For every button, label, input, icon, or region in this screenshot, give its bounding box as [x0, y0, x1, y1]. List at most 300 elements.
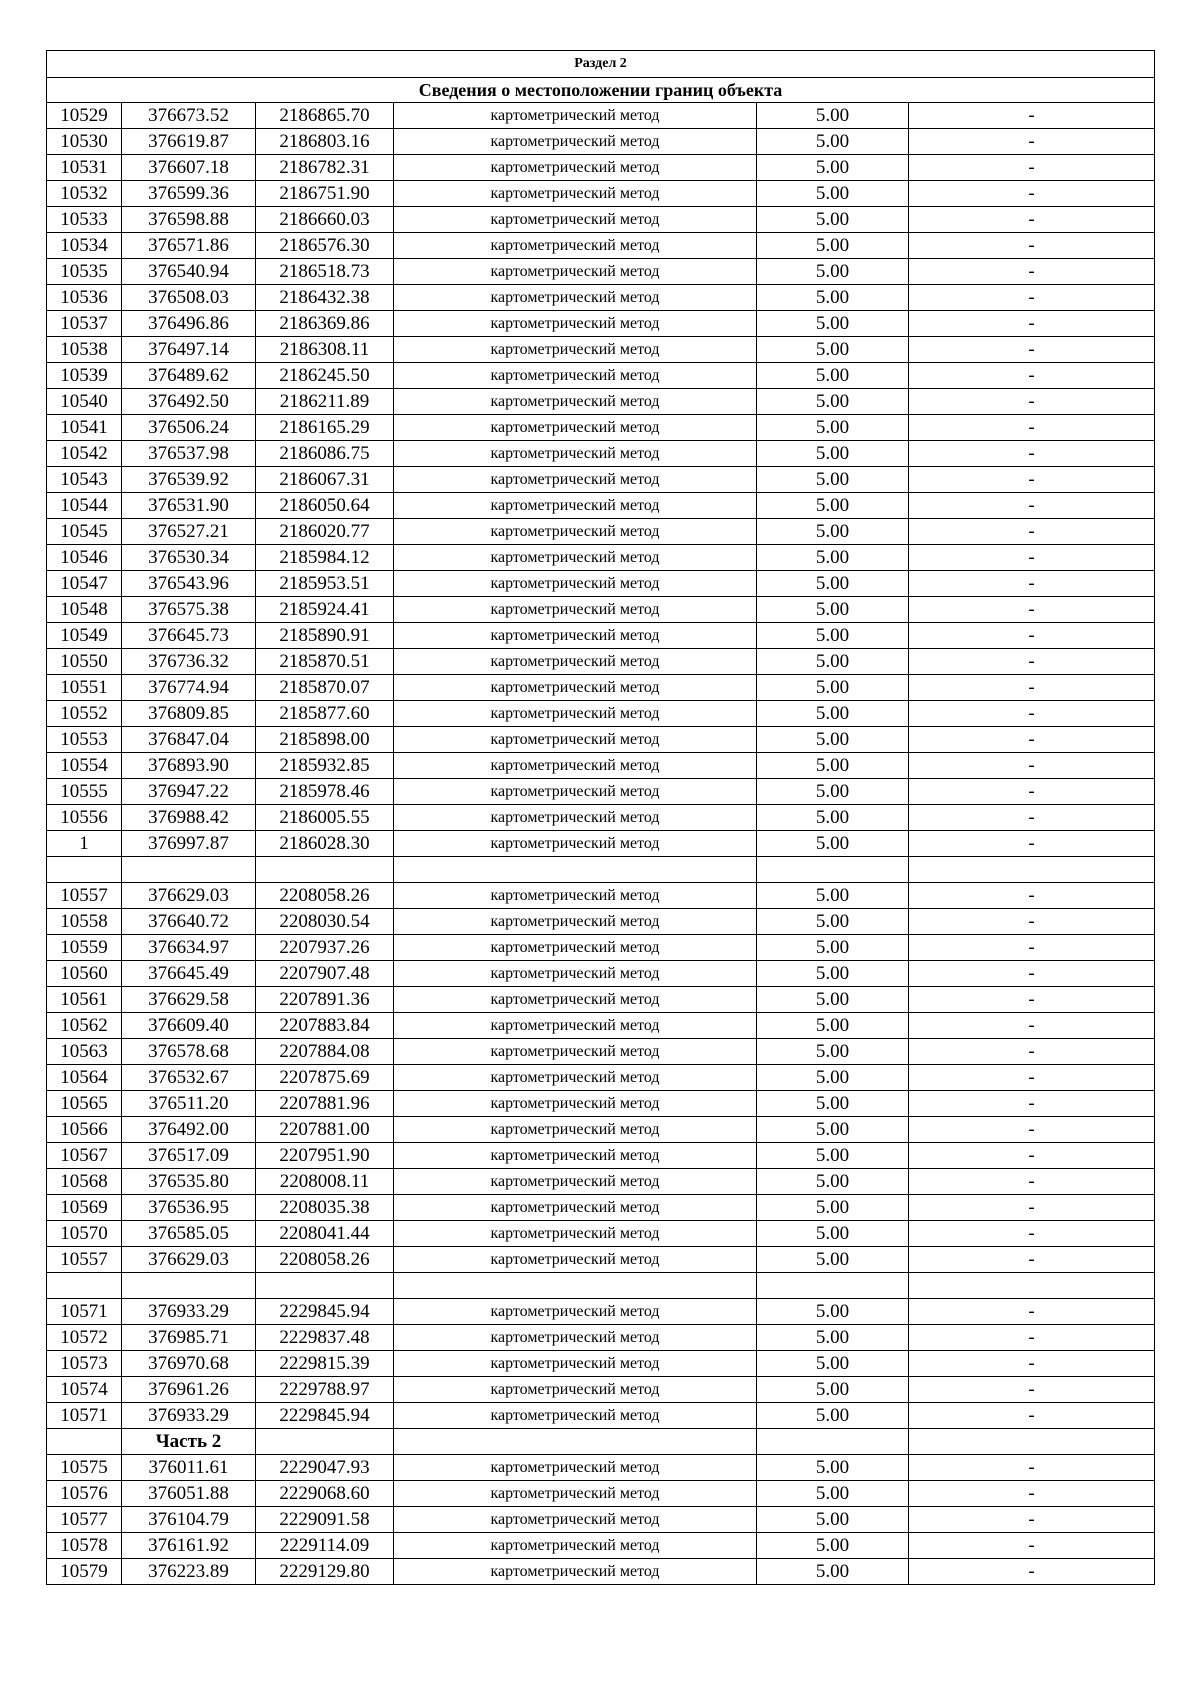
description-cell: - [909, 831, 1155, 857]
x-coordinate-cell [122, 1273, 256, 1299]
x-coordinate-cell: 376970.68 [122, 1351, 256, 1377]
accuracy-cell: 5.00 [757, 1221, 909, 1247]
accuracy-cell: 5.00 [757, 909, 909, 935]
accuracy-cell: 5.00 [757, 597, 909, 623]
accuracy-cell: 5.00 [757, 155, 909, 181]
x-coordinate-cell: 376496.86 [122, 311, 256, 337]
table-row [47, 1403, 1155, 1429]
method-cell [394, 857, 757, 883]
accuracy-cell: 5.00 [757, 1325, 909, 1351]
x-coordinate-cell: 376634.97 [122, 935, 256, 961]
y-coordinate-cell: 2185870.51 [256, 649, 394, 675]
description-cell: - [909, 727, 1155, 753]
table-row [47, 753, 1155, 779]
method-cell: картометрический метод [394, 415, 757, 441]
method-cell: картометрический метод [394, 961, 757, 987]
method-cell: картометрический метод [394, 987, 757, 1013]
method-cell: картометрический метод [394, 181, 757, 207]
accuracy-cell: 5.00 [757, 1039, 909, 1065]
x-coordinate-cell: 376645.49 [122, 961, 256, 987]
method-cell: картометрический метод [394, 103, 757, 129]
description-cell: - [909, 597, 1155, 623]
description-cell: - [909, 415, 1155, 441]
description-cell: - [909, 519, 1155, 545]
x-coordinate-cell: 376051.88 [122, 1481, 256, 1507]
description-cell: - [909, 467, 1155, 493]
table-row [47, 571, 1155, 597]
y-coordinate-cell: 2186020.77 [256, 519, 394, 545]
table-row [47, 1325, 1155, 1351]
y-coordinate-cell: 2186803.16 [256, 129, 394, 155]
accuracy-cell: 5.00 [757, 961, 909, 987]
point-number-cell: 10578 [47, 1533, 122, 1559]
x-coordinate-cell: 376492.50 [122, 389, 256, 415]
y-coordinate-cell: 2229845.94 [256, 1403, 394, 1429]
point-number-cell: 10572 [47, 1325, 122, 1351]
y-coordinate-cell: 2208035.38 [256, 1195, 394, 1221]
method-cell: картометрический метод [394, 1455, 757, 1481]
description-cell: - [909, 1169, 1155, 1195]
table-row [47, 1039, 1155, 1065]
table-row [47, 597, 1155, 623]
method-cell: картометрический метод [394, 363, 757, 389]
x-coordinate-cell: 376619.87 [122, 129, 256, 155]
accuracy-cell: 5.00 [757, 1117, 909, 1143]
accuracy-cell: 5.00 [757, 285, 909, 311]
table-row [47, 311, 1155, 337]
accuracy-cell: 5.00 [757, 1403, 909, 1429]
accuracy-cell: 5.00 [757, 1143, 909, 1169]
y-coordinate-cell: 2186751.90 [256, 181, 394, 207]
method-cell: картометрический метод [394, 1143, 757, 1169]
description-cell: - [909, 337, 1155, 363]
method-cell: картометрический метод [394, 675, 757, 701]
point-number-cell: 10563 [47, 1039, 122, 1065]
method-cell: картометрический метод [394, 1195, 757, 1221]
description-cell: - [909, 1117, 1155, 1143]
point-number-cell: 10569 [47, 1195, 122, 1221]
description-cell [909, 1273, 1155, 1299]
point-number-cell: 10535 [47, 259, 122, 285]
accuracy-cell [757, 1429, 909, 1455]
point-number-cell: 10550 [47, 649, 122, 675]
y-coordinate-cell: 2229788.97 [256, 1377, 394, 1403]
method-cell: картометрический метод [394, 545, 757, 571]
table-row [47, 1377, 1155, 1403]
point-number-cell: 10536 [47, 285, 122, 311]
method-cell: картометрический метод [394, 935, 757, 961]
accuracy-cell: 5.00 [757, 831, 909, 857]
accuracy-cell: 5.00 [757, 363, 909, 389]
x-coordinate-cell: 376629.03 [122, 1247, 256, 1273]
y-coordinate-cell: 2229047.93 [256, 1455, 394, 1481]
part-label-row [47, 1429, 1155, 1455]
accuracy-cell: 5.00 [757, 649, 909, 675]
method-cell: картометрический метод [394, 1325, 757, 1351]
y-coordinate-cell: 2207951.90 [256, 1143, 394, 1169]
table-row [47, 883, 1155, 909]
method-cell: картометрический метод [394, 389, 757, 415]
y-coordinate-cell: 2185890.91 [256, 623, 394, 649]
description-cell: - [909, 649, 1155, 675]
point-number-cell: 10534 [47, 233, 122, 259]
y-coordinate-cell [256, 1273, 394, 1299]
accuracy-cell: 5.00 [757, 1533, 909, 1559]
description-cell: - [909, 1195, 1155, 1221]
y-coordinate-cell: 2186005.55 [256, 805, 394, 831]
x-coordinate-cell: 376575.38 [122, 597, 256, 623]
x-coordinate-cell: 376933.29 [122, 1299, 256, 1325]
method-cell: картометрический метод [394, 753, 757, 779]
accuracy-cell: 5.00 [757, 311, 909, 337]
description-cell: - [909, 1377, 1155, 1403]
x-coordinate-cell [122, 857, 256, 883]
accuracy-cell [757, 857, 909, 883]
x-coordinate-cell: 376530.34 [122, 545, 256, 571]
table-row [47, 701, 1155, 727]
description-cell: - [909, 1351, 1155, 1377]
accuracy-cell: 5.00 [757, 1091, 909, 1117]
point-number-cell: 10567 [47, 1143, 122, 1169]
x-coordinate-cell: 376531.90 [122, 493, 256, 519]
method-cell: картометрический метод [394, 519, 757, 545]
x-coordinate-cell: 376223.89 [122, 1559, 256, 1585]
method-cell: картометрический метод [394, 285, 757, 311]
point-number-cell: 10562 [47, 1013, 122, 1039]
y-coordinate-cell: 2207881.00 [256, 1117, 394, 1143]
y-coordinate-cell: 2185924.41 [256, 597, 394, 623]
description-cell: - [909, 1013, 1155, 1039]
method-cell: картометрический метод [394, 571, 757, 597]
accuracy-cell: 5.00 [757, 207, 909, 233]
description-cell: - [909, 233, 1155, 259]
table-row [47, 987, 1155, 1013]
y-coordinate-cell: 2186165.29 [256, 415, 394, 441]
method-cell: картометрический метод [394, 259, 757, 285]
table-row [47, 415, 1155, 441]
table-row [47, 805, 1155, 831]
y-coordinate-cell: 2186782.31 [256, 155, 394, 181]
accuracy-cell: 5.00 [757, 1559, 909, 1585]
accuracy-cell: 5.00 [757, 935, 909, 961]
description-cell: - [909, 883, 1155, 909]
method-cell: картометрический метод [394, 1169, 757, 1195]
point-number-cell: 10566 [47, 1117, 122, 1143]
table-row [47, 1091, 1155, 1117]
x-coordinate-cell: 376535.80 [122, 1169, 256, 1195]
method-cell: картометрический метод [394, 129, 757, 155]
table-row [47, 389, 1155, 415]
point-number-cell: 10575 [47, 1455, 122, 1481]
description-cell: - [909, 363, 1155, 389]
y-coordinate-cell: 2185932.85 [256, 753, 394, 779]
x-coordinate-cell: 376585.05 [122, 1221, 256, 1247]
method-cell: картометрический метод [394, 831, 757, 857]
description-cell: - [909, 311, 1155, 337]
x-coordinate-cell: 376517.09 [122, 1143, 256, 1169]
y-coordinate-cell: 2186308.11 [256, 337, 394, 363]
description-cell: - [909, 1247, 1155, 1273]
table-row [47, 181, 1155, 207]
table-row [47, 129, 1155, 155]
method-cell: картометрический метод [394, 467, 757, 493]
method-cell: картометрический метод [394, 1065, 757, 1091]
method-cell: картометрический метод [394, 597, 757, 623]
method-cell: картометрический метод [394, 1039, 757, 1065]
x-coordinate-cell: 376774.94 [122, 675, 256, 701]
point-number-cell: 10540 [47, 389, 122, 415]
y-coordinate-cell: 2229129.80 [256, 1559, 394, 1585]
y-coordinate-cell: 2229068.60 [256, 1481, 394, 1507]
point-number-cell: 10560 [47, 961, 122, 987]
accuracy-cell: 5.00 [757, 1299, 909, 1325]
y-coordinate-cell: 2186576.30 [256, 233, 394, 259]
x-coordinate-cell: 376104.79 [122, 1507, 256, 1533]
x-coordinate-cell: 376492.00 [122, 1117, 256, 1143]
x-coordinate-cell: 376598.88 [122, 207, 256, 233]
description-cell: - [909, 753, 1155, 779]
y-coordinate-cell: 2207937.26 [256, 935, 394, 961]
description-cell: - [909, 1325, 1155, 1351]
point-number-cell: 10571 [47, 1403, 122, 1429]
table-row [47, 493, 1155, 519]
y-coordinate-cell: 2207881.96 [256, 1091, 394, 1117]
y-coordinate-cell: 2185953.51 [256, 571, 394, 597]
description-cell [909, 857, 1155, 883]
y-coordinate-cell: 2185898.00 [256, 727, 394, 753]
point-number-cell: 10576 [47, 1481, 122, 1507]
point-number-cell: 10570 [47, 1221, 122, 1247]
table-row [47, 1559, 1155, 1585]
y-coordinate-cell: 2186245.50 [256, 363, 394, 389]
table-row [47, 233, 1155, 259]
table-row [47, 259, 1155, 285]
x-coordinate-cell: 376609.40 [122, 1013, 256, 1039]
description-cell: - [909, 1403, 1155, 1429]
table-row [47, 1195, 1155, 1221]
accuracy-cell: 5.00 [757, 181, 909, 207]
description-cell: - [909, 207, 1155, 233]
accuracy-cell: 5.00 [757, 233, 909, 259]
y-coordinate-cell: 2207884.08 [256, 1039, 394, 1065]
accuracy-cell: 5.00 [757, 571, 909, 597]
accuracy-cell: 5.00 [757, 1455, 909, 1481]
y-coordinate-cell: 2208008.11 [256, 1169, 394, 1195]
description-cell: - [909, 1065, 1155, 1091]
table-row [47, 363, 1155, 389]
description-cell: - [909, 389, 1155, 415]
method-cell: картометрический метод [394, 1247, 757, 1273]
x-coordinate-cell: 376809.85 [122, 701, 256, 727]
description-cell: - [909, 181, 1155, 207]
point-number-cell: 10538 [47, 337, 122, 363]
description-cell: - [909, 1507, 1155, 1533]
method-cell: картометрический метод [394, 1533, 757, 1559]
method-cell: картометрический метод [394, 1221, 757, 1247]
x-coordinate-cell: 376640.72 [122, 909, 256, 935]
x-coordinate-cell: 376961.26 [122, 1377, 256, 1403]
accuracy-cell: 5.00 [757, 545, 909, 571]
point-number-cell [47, 1429, 122, 1455]
method-cell: картометрический метод [394, 727, 757, 753]
table-row [47, 441, 1155, 467]
y-coordinate-cell: 2186865.70 [256, 103, 394, 129]
table-row [47, 1221, 1155, 1247]
point-number-cell: 10577 [47, 1507, 122, 1533]
description-cell: - [909, 1039, 1155, 1065]
point-number-cell [47, 1273, 122, 1299]
table-row [47, 1533, 1155, 1559]
y-coordinate-cell: 2208058.26 [256, 1247, 394, 1273]
accuracy-cell: 5.00 [757, 103, 909, 129]
section-heading: Раздел 2 [47, 51, 1155, 78]
point-number-cell: 10543 [47, 467, 122, 493]
point-number-cell: 10530 [47, 129, 122, 155]
description-cell: - [909, 155, 1155, 181]
point-number-cell: 10557 [47, 1247, 122, 1273]
x-coordinate-cell: 376532.67 [122, 1065, 256, 1091]
table-row [47, 155, 1155, 181]
y-coordinate-cell: 2186518.73 [256, 259, 394, 285]
y-coordinate-cell: 2186432.38 [256, 285, 394, 311]
point-number-cell: 10559 [47, 935, 122, 961]
table-row [47, 909, 1155, 935]
y-coordinate-cell: 2208058.26 [256, 883, 394, 909]
boundary-coordinates-table [46, 50, 1155, 1585]
table-row [47, 545, 1155, 571]
table-row [47, 675, 1155, 701]
description-cell: - [909, 779, 1155, 805]
method-cell: картометрический метод [394, 493, 757, 519]
y-coordinate-cell: 2229815.39 [256, 1351, 394, 1377]
x-coordinate-cell: 376599.36 [122, 181, 256, 207]
point-number-cell: 10556 [47, 805, 122, 831]
x-coordinate-cell: 376011.61 [122, 1455, 256, 1481]
point-number-cell: 10551 [47, 675, 122, 701]
point-number-cell: 10533 [47, 207, 122, 233]
y-coordinate-cell: 2185877.60 [256, 701, 394, 727]
point-number-cell: 10529 [47, 103, 122, 129]
x-coordinate-cell: 376607.18 [122, 155, 256, 181]
point-number-cell: 10579 [47, 1559, 122, 1585]
accuracy-cell: 5.00 [757, 727, 909, 753]
method-cell: картометрический метод [394, 1091, 757, 1117]
y-coordinate-cell: 2207891.36 [256, 987, 394, 1013]
method-cell: картометрический метод [394, 1117, 757, 1143]
accuracy-cell: 5.00 [757, 1013, 909, 1039]
method-cell: картометрический метод [394, 1559, 757, 1585]
method-cell: картометрический метод [394, 1377, 757, 1403]
accuracy-cell: 5.00 [757, 415, 909, 441]
accuracy-cell: 5.00 [757, 623, 909, 649]
part-label: Часть 2 [122, 1429, 256, 1455]
table-row [47, 831, 1155, 857]
point-number-cell: 10557 [47, 883, 122, 909]
method-cell: картометрический метод [394, 233, 757, 259]
description-cell: - [909, 961, 1155, 987]
x-coordinate-cell: 376539.92 [122, 467, 256, 493]
x-coordinate-cell: 376540.94 [122, 259, 256, 285]
y-coordinate-cell: 2185870.07 [256, 675, 394, 701]
description-cell: - [909, 285, 1155, 311]
accuracy-cell: 5.00 [757, 259, 909, 285]
description-cell: - [909, 987, 1155, 1013]
y-coordinate-cell: 2208041.44 [256, 1221, 394, 1247]
description-cell: - [909, 675, 1155, 701]
method-cell: картометрический метод [394, 337, 757, 363]
point-number-cell: 10545 [47, 519, 122, 545]
point-number-cell: 10546 [47, 545, 122, 571]
separator-row [47, 1273, 1155, 1299]
y-coordinate-cell: 2185984.12 [256, 545, 394, 571]
y-coordinate-cell: 2186660.03 [256, 207, 394, 233]
method-cell: картометрический метод [394, 649, 757, 675]
accuracy-cell: 5.00 [757, 1169, 909, 1195]
point-number-cell: 10561 [47, 987, 122, 1013]
table-row [47, 1481, 1155, 1507]
x-coordinate-cell: 376506.24 [122, 415, 256, 441]
accuracy-cell: 5.00 [757, 1195, 909, 1221]
point-number-cell: 10554 [47, 753, 122, 779]
method-cell: картометрический метод [394, 441, 757, 467]
description-cell: - [909, 909, 1155, 935]
table-row [47, 935, 1155, 961]
point-number-cell: 10542 [47, 441, 122, 467]
method-cell: картометрический метод [394, 909, 757, 935]
method-cell: картометрический метод [394, 1013, 757, 1039]
point-number-cell [47, 857, 122, 883]
point-number-cell: 10537 [47, 311, 122, 337]
description-cell [909, 1429, 1155, 1455]
method-cell: картометрический метод [394, 311, 757, 337]
y-coordinate-cell: 2229091.58 [256, 1507, 394, 1533]
y-coordinate-cell [256, 857, 394, 883]
accuracy-cell [757, 1273, 909, 1299]
description-cell: - [909, 1481, 1155, 1507]
description-cell: - [909, 1533, 1155, 1559]
description-cell: - [909, 701, 1155, 727]
x-coordinate-cell: 376947.22 [122, 779, 256, 805]
y-coordinate-cell: 2229114.09 [256, 1533, 394, 1559]
point-number-cell: 10564 [47, 1065, 122, 1091]
point-number-cell: 10547 [47, 571, 122, 597]
method-cell: картометрический метод [394, 1403, 757, 1429]
table-row [47, 1013, 1155, 1039]
x-coordinate-cell: 376527.21 [122, 519, 256, 545]
method-cell: картометрический метод [394, 155, 757, 181]
description-cell: - [909, 935, 1155, 961]
y-coordinate-cell: 2186028.30 [256, 831, 394, 857]
description-cell: - [909, 545, 1155, 571]
y-coordinate-cell: 2207883.84 [256, 1013, 394, 1039]
table-row [47, 1299, 1155, 1325]
table-row [47, 1065, 1155, 1091]
table-row [47, 207, 1155, 233]
accuracy-cell: 5.00 [757, 519, 909, 545]
table-row [47, 103, 1155, 129]
separator-row [47, 857, 1155, 883]
x-coordinate-cell: 376571.86 [122, 233, 256, 259]
x-coordinate-cell: 376629.03 [122, 883, 256, 909]
method-cell: картометрический метод [394, 805, 757, 831]
description-cell: - [909, 805, 1155, 831]
x-coordinate-cell: 376985.71 [122, 1325, 256, 1351]
method-cell [394, 1429, 757, 1455]
point-number-cell: 10555 [47, 779, 122, 805]
description-cell: - [909, 103, 1155, 129]
x-coordinate-cell: 376543.96 [122, 571, 256, 597]
point-number-cell: 10539 [47, 363, 122, 389]
